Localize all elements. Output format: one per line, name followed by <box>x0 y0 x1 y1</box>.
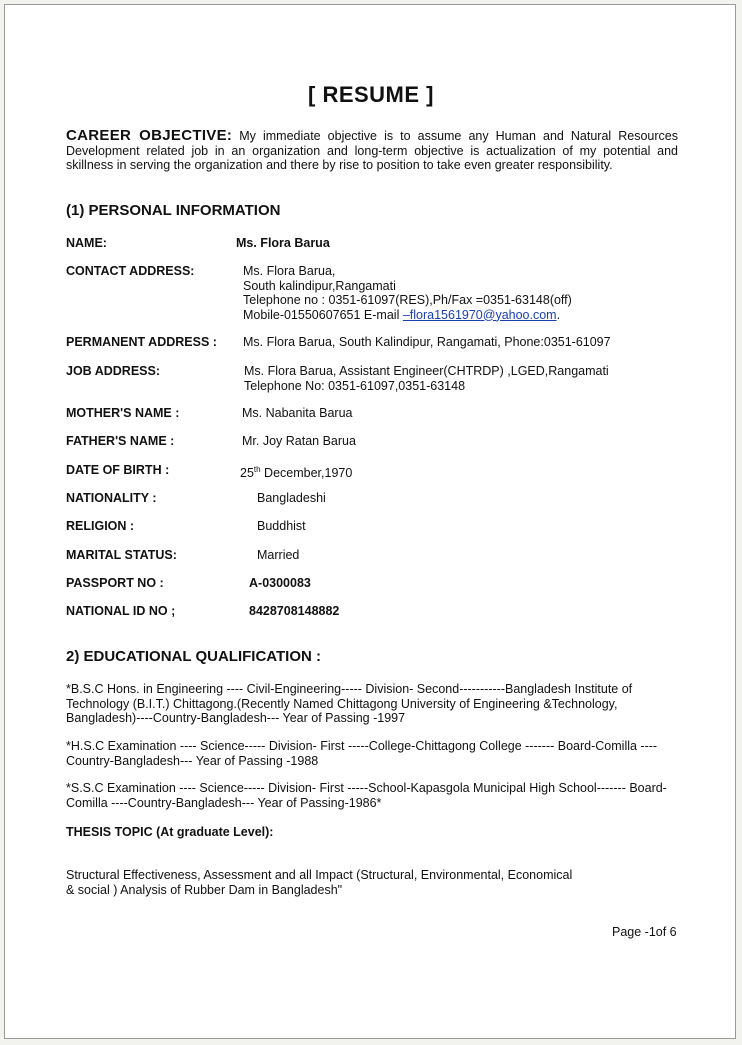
mobile-suffix: . <box>556 307 561 322</box>
contact-line <box>243 308 572 323</box>
permanent-address-value: Ms. Flora Barua, South Kalindipur, Rangamati, Phone:0351-61097 <box>243 335 611 349</box>
dob-suffix: th <box>253 465 261 474</box>
ssc-entry: *S.S.C Examination ---- Science----- Division- First -----School-Kapasgola Municipal High School------- Board-Comilla ----Country-Bangladesh--- Year of Passing-1986* <box>66 781 667 810</box>
education-heading: 2) EDUCATIONAL QUALIFICATION : <box>66 648 321 665</box>
personal-info-heading: (1) PERSONAL INFORMATION <box>66 202 281 219</box>
thesis-topic <box>66 868 572 897</box>
hsc-entry: *H.S.C Examination ---- Science----- Division- First -----College-Chittagong College ------- Board-Comilla ---- Country-Bangladesh--- Year of Passing -1988 <box>66 739 658 768</box>
thesis-line: & social ) Analysis of Rubber Dam in Bangladesh" <box>66 882 343 897</box>
marital-status-value: Married <box>257 548 300 562</box>
job-address-label: JOB ADDRESS: <box>66 364 160 378</box>
thesis-line: Structural Effectiveness, Assessment and all Impact (Structural, Environmental, Economical <box>66 868 573 882</box>
fathers-name-label: FATHER'S NAME : <box>66 434 175 448</box>
mobile-text: Mobile-01550607651 E-mail <box>243 307 403 322</box>
marital-status-label: MARITAL STATUS: <box>66 548 177 562</box>
career-objective-label: CAREER OBJECTIVE: <box>66 127 233 144</box>
mothers-name-value: Ms. Nabanita Barua <box>242 406 353 420</box>
passport-label: PASSPORT NO : <box>66 576 164 590</box>
date-of-birth-label: DATE OF BIRTH : <box>66 463 170 477</box>
resume-title: [ RESUME ] <box>308 82 434 107</box>
email-link[interactable]: –flora1561970@yahoo.com <box>402 307 557 322</box>
contact-address-value <box>243 264 572 322</box>
mothers-name-label: MOTHER'S NAME : <box>66 406 180 420</box>
career-objective <box>66 129 678 173</box>
career-objective-text: My immediate objective is to assume any Human and Natural Resources Development related job in an organization and long-term objective is actualization of my potential and skillness in serving the organization and there by rise to position to take even greater responsibility. <box>66 129 678 172</box>
dob-rest: December,1970 <box>260 466 353 481</box>
job-address-value <box>244 364 609 393</box>
religion-label: RELIGION : <box>66 519 135 533</box>
page-number: Page -1of 6 <box>612 925 677 939</box>
nationality-label: NATIONALITY : <box>66 491 157 505</box>
national-id-value: 8428708148882 <box>249 604 340 618</box>
contact-line: Ms. Flora Barua, <box>243 264 336 278</box>
national-id-label: NATIONAL ID NO ; <box>66 604 176 618</box>
job-line: Telephone No: 0351-61097,0351-63148 <box>244 378 466 393</box>
bsc-entry: *B.S.C Hons. in Engineering ---- Civil-Engineering----- Division- Second-----------Bangladesh Institute of Technology (B.I.T.) Chittagong.(Recently Named Chittagong University of Engineering &Technology, Bangladesh)----Country-Bangladesh--- Year of Passing -1997 <box>66 682 633 725</box>
dob-day: 25 <box>240 466 254 481</box>
thesis-heading: THESIS TOPIC (At graduate Level): <box>66 825 274 839</box>
religion-value: Buddhist <box>257 519 306 533</box>
contact-address-label: CONTACT ADDRESS: <box>66 264 195 278</box>
name-value: Ms. Flora Barua <box>236 236 330 250</box>
contact-line: Telephone no : 0351-61097(RES),Ph/Fax =0351-63148(off) <box>243 293 572 307</box>
date-of-birth-value <box>240 463 352 481</box>
permanent-address-label: PERMANENT ADDRESS : <box>66 335 217 349</box>
nationality-value: Bangladeshi <box>257 491 326 505</box>
contact-line: South kalindipur,Rangamati <box>243 278 396 293</box>
name-label: NAME: <box>66 236 107 250</box>
passport-value: A-0300083 <box>249 576 311 590</box>
job-line: Ms. Flora Barua, Assistant Engineer(CHTRDP) ,LGED,Rangamati <box>244 364 609 378</box>
fathers-name-value: Mr. Joy Ratan Barua <box>242 434 356 448</box>
